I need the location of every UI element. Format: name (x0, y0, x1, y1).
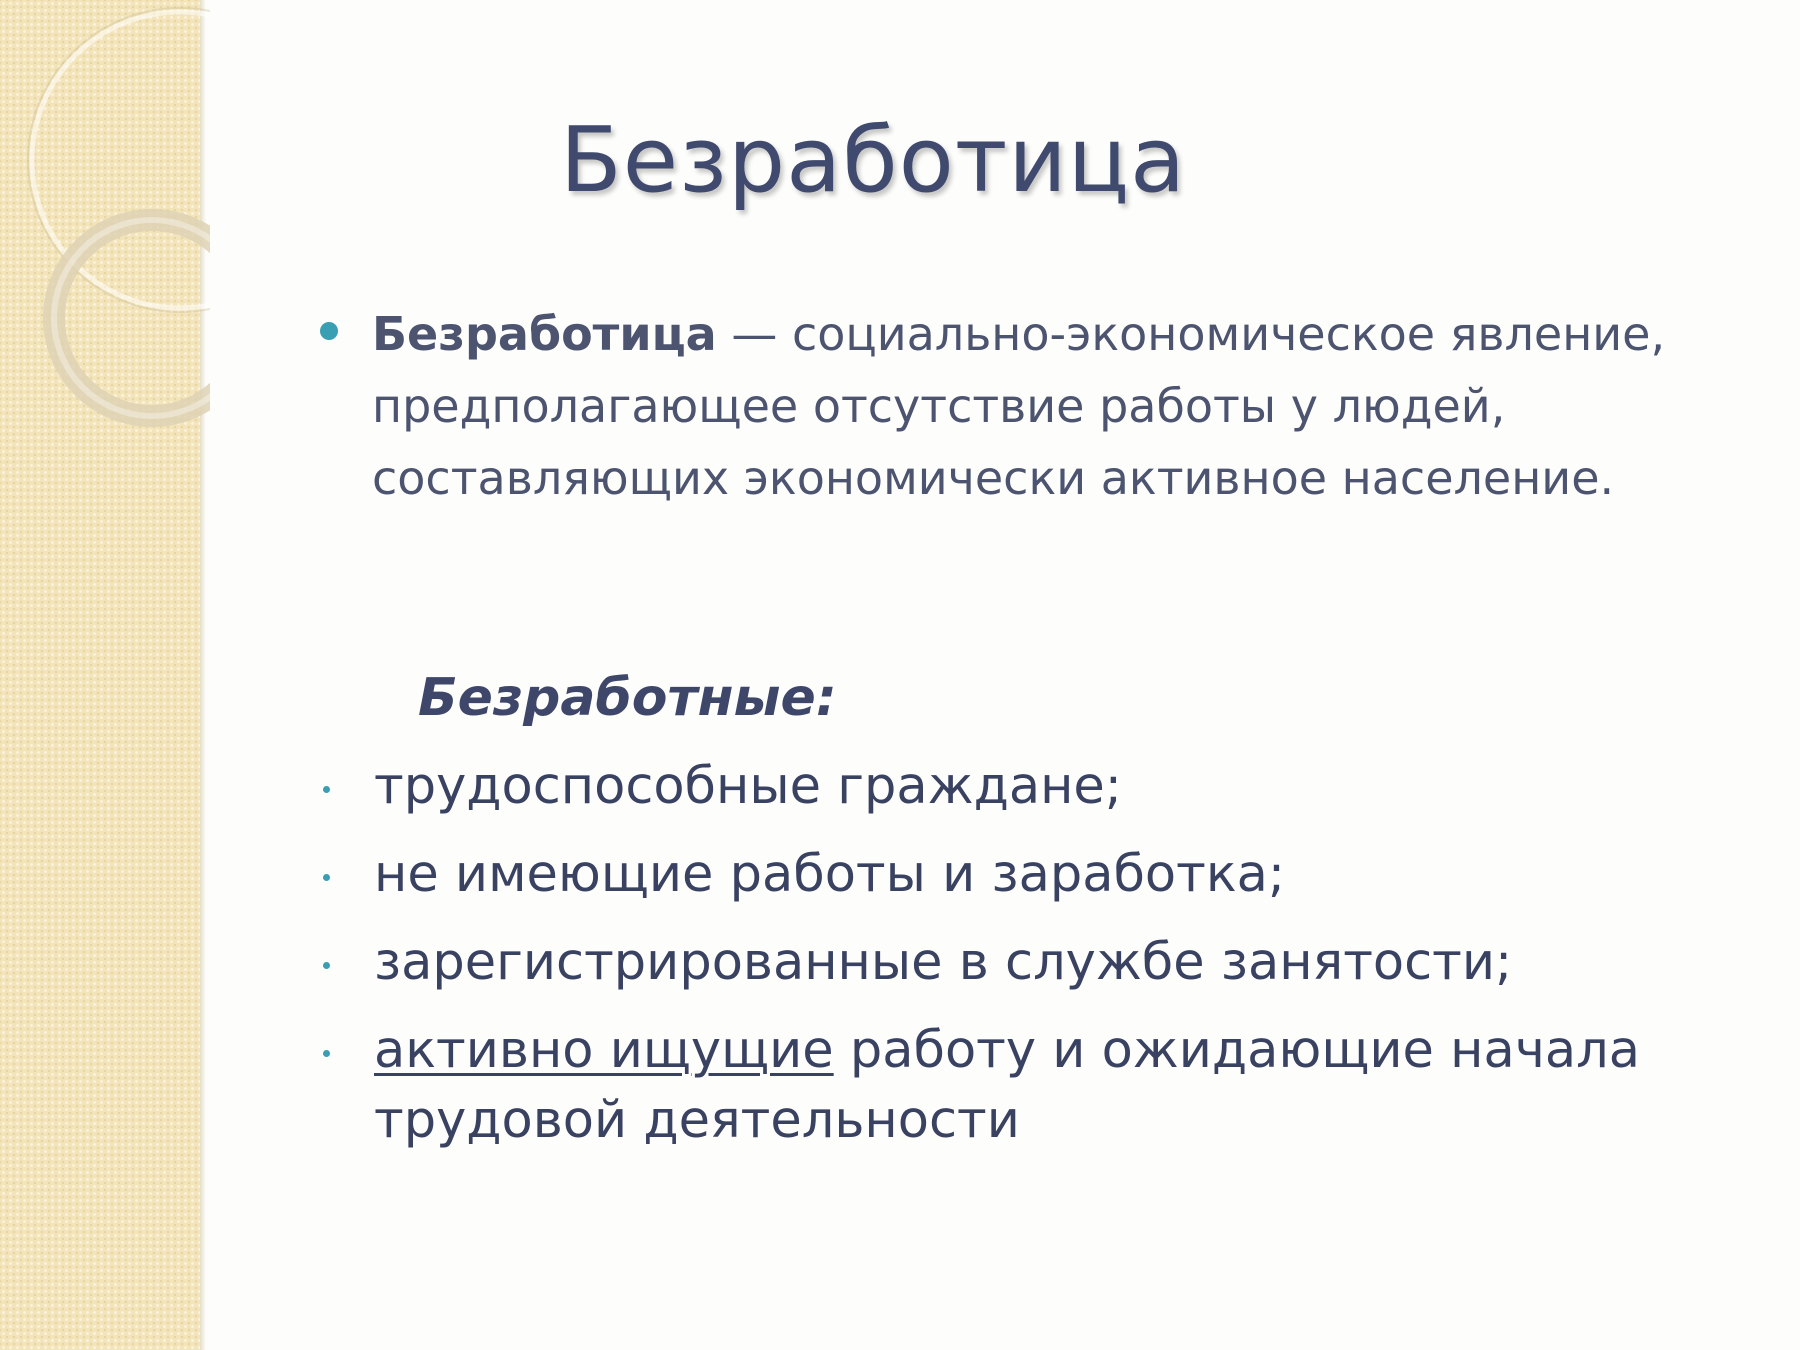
list-item-underlined-text: активно ищущие (374, 1021, 834, 1080)
bullet-icon (323, 1050, 330, 1057)
decorative-rings (0, 0, 210, 460)
list-item (320, 928, 1760, 998)
definition-text: — социально-экономическое явление, предполагающее отсутствие работы у людей, составляющих экономически активное население. (372, 307, 1666, 505)
list-item (320, 840, 1760, 910)
slide-title: Безработица (560, 108, 1187, 213)
bullet-icon (323, 786, 330, 793)
list-item-text: зарегистрированные в службе занятости; (374, 933, 1513, 992)
list-item (320, 1016, 1760, 1156)
ring-icon (54, 220, 210, 416)
list-item-text: работу и ожидающие начала трудовой деятельности (374, 1021, 1640, 1150)
bullet-icon (323, 874, 330, 881)
definition-paragraph (372, 298, 1762, 514)
bullet-icon (323, 962, 330, 969)
definition-bullet-icon (320, 322, 338, 340)
subheading: Безработные: (418, 668, 837, 728)
list-item (320, 752, 1760, 822)
criteria-list (320, 752, 1760, 1174)
list-item-text: трудоспособные граждане; (374, 757, 1122, 816)
ring-icon (28, 8, 210, 312)
definition-term: Безработица (372, 307, 717, 361)
list-item-text: не имеющие работы и заработка; (374, 845, 1286, 904)
